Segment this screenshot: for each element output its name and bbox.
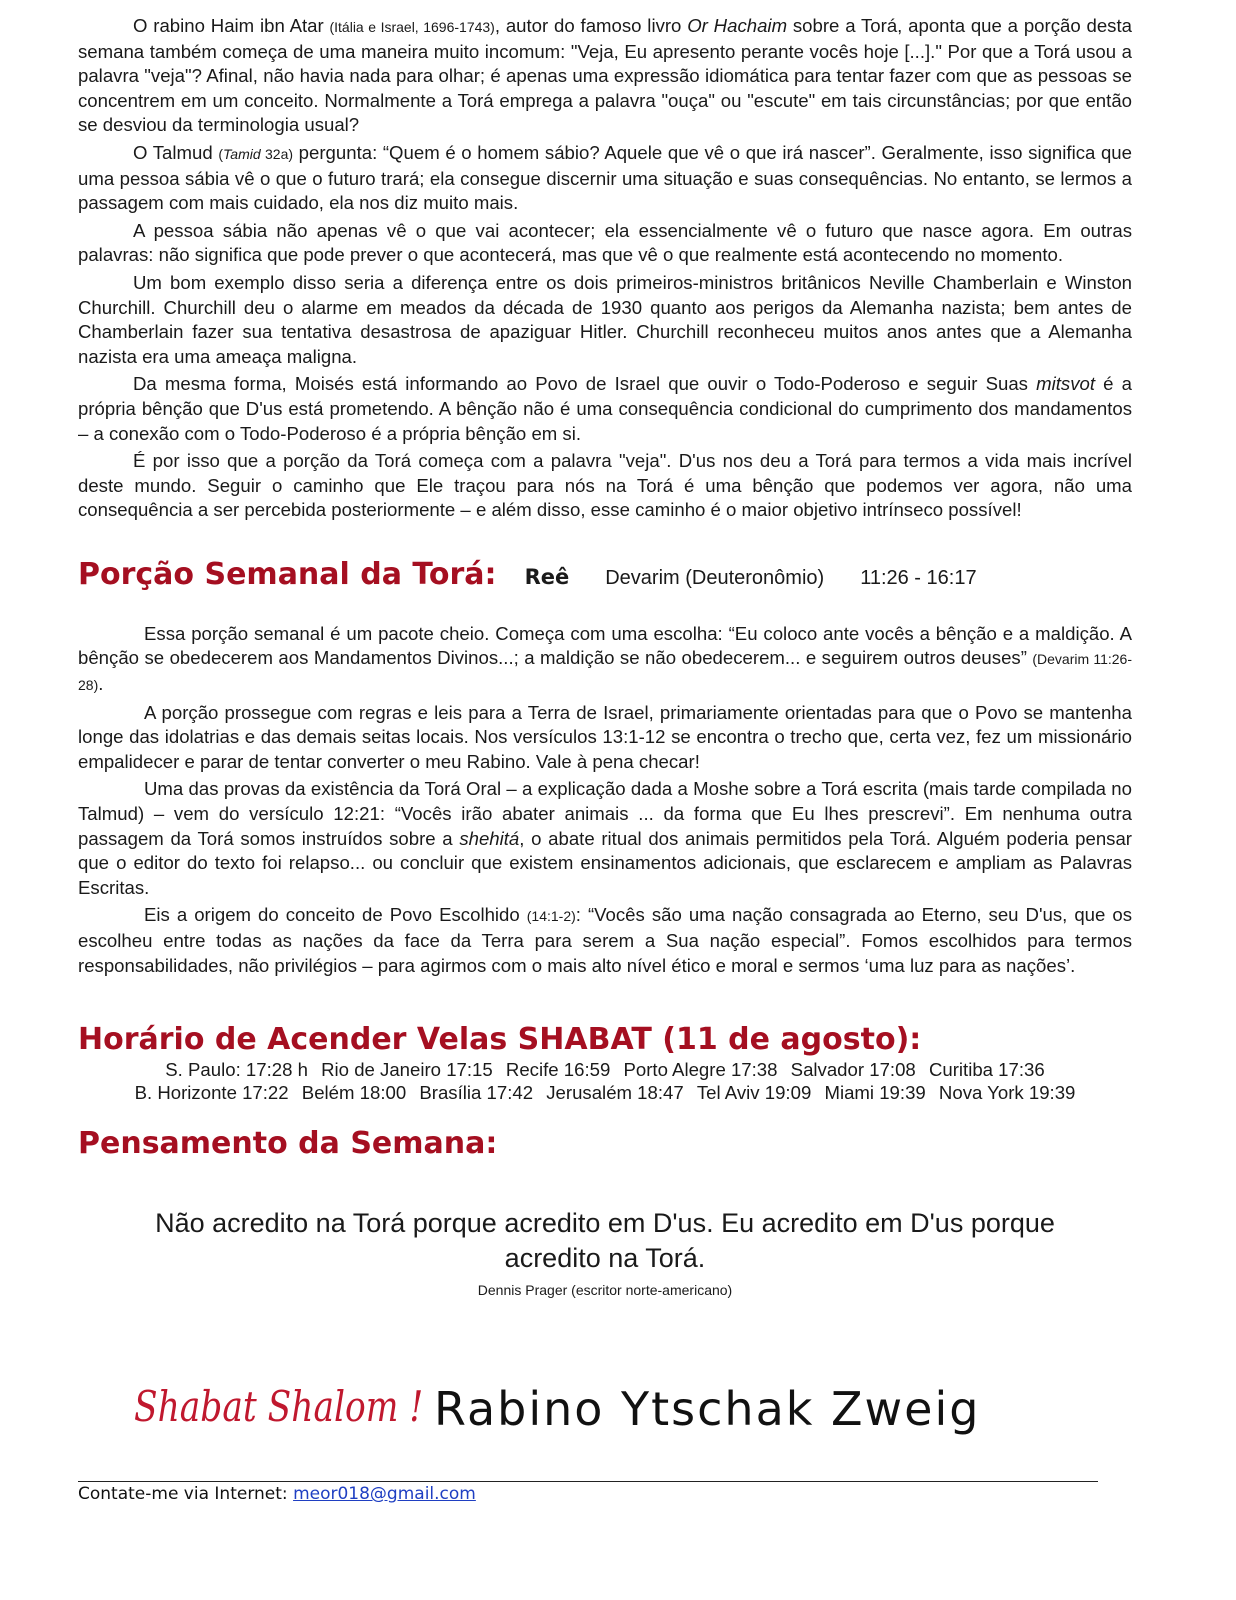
section-title: Porção Semanal da Torá: — [78, 556, 497, 592]
thought-heading: Pensamento da Semana: — [78, 1126, 498, 1162]
small-note: (Itália e Israel, 1696-1743) — [329, 19, 495, 35]
candle-times-row-1 — [78, 1058, 1132, 1081]
text-run: é a própria bênção que D'us está prometendo. A bênção não é uma consequência condicional do cumprimento dos mandamentos – a conexão com o Todo-Poderoso é a própria bênção em si. — [78, 373, 1132, 444]
email-link[interactable]: meor018@gmail.com — [293, 1484, 476, 1504]
torah-paragraph-1 — [78, 622, 1132, 698]
small-note — [218, 146, 293, 162]
city-time: Salvador 17:08 — [790, 1059, 916, 1081]
quote-author: Dennis Prager (escritor norte-americano) — [477, 1282, 733, 1299]
rabbi-signature: Rabino Ytschak Zweig — [434, 1382, 981, 1436]
torah-paragraph-4 — [78, 903, 1132, 978]
candle-times-row-2 — [78, 1081, 1132, 1104]
contact-label: Contate-me via Internet: — [78, 1484, 294, 1504]
city-time: Rio de Janeiro 17:15 — [321, 1059, 493, 1081]
city-time: Miami 19:39 — [824, 1082, 926, 1104]
small-note: (14:1-2) — [526, 908, 576, 925]
text-run: sobre a Torá, aponta que a porção desta semana também começa de uma maneira muito incomum: "Veja, Eu apresento perante vocês hoje [...]." Por que a Torá usou a palavra "veja"? Afinal, não havia nada para olhar; é apenas uma expressão idiomática para tentar fazer com que as pessoas se concentrem em um conceito. Normalmente a Torá emprega a palavra "ouça" ou "escute" em tais circunstâncias; por que então se desviou da terminologia usual? — [78, 15, 1132, 136]
signature-block — [134, 1382, 1134, 1452]
italic-term: mitsvot — [1036, 373, 1095, 395]
city-time: Brasília 17:42 — [419, 1082, 534, 1104]
intro-paragraph-4: Um bom exemplo disso seria a diferença entre os dois primeiros-ministros britânicos Neville Chamberlain e Winston Churchill. Churchill deu o alarme em meados da década de 1930 quanto aos perigos da Alemanha nazista; bem antes de Chamberlain fazer sua tentativa desastrosa de apaziguar Hitler. Churchill reconheceu muitos anos antes que a Alemanha nazista era uma ameaça maligna. — [78, 271, 1132, 367]
text-run: O Talmud — [133, 141, 219, 163]
intro-paragraph-1 — [78, 14, 1132, 138]
text-run: . — [98, 673, 104, 695]
city-time: Porto Alegre 17:38 — [623, 1059, 778, 1081]
city-time: Belém 18:00 — [301, 1082, 407, 1104]
city-time: Curitiba 17:36 — [928, 1059, 1045, 1081]
intro-paragraph-2 — [78, 141, 1132, 216]
italic-term: shehitá — [459, 827, 520, 849]
text-run: , o abate ritual dos animais permitidos pela Torá. Alguém poderia pensar que o editor do texto foi relapso... ou concluir que existem ensinamentos adicionais, que esclarecem e ampliam as Palavras Escritas. — [78, 827, 1132, 898]
city-time: Recife 16:59 — [505, 1059, 611, 1081]
reference: 32a) — [260, 145, 294, 162]
text-run: O rabino Haim ibn Atar — [133, 15, 330, 36]
text-run: Da mesma forma, Moisés está informando ao Povo de Israel que ouvir o Todo-Poderoso e seguir Suas — [133, 373, 1037, 395]
city-time: Nova York 19:39 — [938, 1082, 1076, 1104]
city-time: B. Horizonte 17:22 — [134, 1082, 289, 1104]
torah-portion-heading — [78, 557, 1132, 596]
footer-divider — [78, 1481, 1098, 1482]
candle-lighting-heading: Horário de Acender Velas SHABAT (11 de agosto): — [78, 1022, 922, 1058]
book-title: Or Hachaim — [687, 15, 788, 36]
text-run: Uma das provas da existência da Torá Oral – a explicação dada a Moshe sobre a Torá escrita (mais tarde compilada no Talmud) – vem do versículo 12:21: “Vocês irão abater animais ... da forma que Eu lhes prescrevi”. Em nenhuma outra passagem da Torá somos instruídos sobre a — [78, 778, 1132, 849]
weekly-quote: Não acredito na Torá porque acredito em D'us. Eu acredito em D'us porque acredito na Torá. — [155, 1208, 1055, 1274]
text-run: Eis a origem do conceito de Povo Escolhido — [144, 904, 527, 926]
book-name: Devarim (Deuteronômio) — [605, 566, 825, 589]
city-time: Tel Aviv 19:09 — [696, 1082, 812, 1104]
document-page — [78, 14, 1132, 1298]
text-run: pergunta: “Quem é o homem sábio? Aquele que vê o que irá nascer”. Geralmente, isso significa que uma pessoa sábia vê o que o futuro trará; ela consegue discernir uma situação e suas consequências. No entanto, se lermos a passagem com mais cuidado, ela nos diz muito mais. — [78, 141, 1132, 214]
text-run: , autor do famoso livro — [494, 15, 688, 36]
intro-paragraph-6: É por isso que a porção da Torá começa com a palavra "veja". D'us nos deu a Torá para termos a vida mais incrível deste mundo. Seguir o caminho que Ele traçou para nós na Torá é uma bênção que podemos ver agora, não uma consequência a ser percebida posteriormente – e além disso, esse caminho é o maior objetivo intrínseco possível! — [78, 450, 1132, 521]
torah-paragraph-2: A porção prossegue com regras e leis para a Terra de Israel, primariamente orientadas para que o Povo se mantenha longe das idolatrias e das demais seitas locais. Nos versículos 13:1-12 se encontra o trecho que, certa vez, fez um missionário empalidecer e parar de tentar converter o meu Rabino. Vale à pena checar! — [78, 701, 1132, 772]
text-run: Essa porção semanal é um pacote cheio. Começa com uma escolha: “Eu coloco ante vocês a bênção e a maldição. A bênção se obedecerem aos Mandamentos Divinos...; a maldição se não obedecerem... e seguirem outros deuses” — [78, 622, 1132, 669]
small-note: (Devarim 11:26-28) — [78, 651, 1133, 694]
contact-footer — [78, 1484, 476, 1504]
text-run: : “Vocês são uma nação consagrada ao Eterno, seu D'us, que os escolheu entre todas as nações da face da Terra para serem a Sua nação especial”. Fomos escolhidos para termos responsabilidades, não privilégios – para agirmos com o mais alto nível ético e moral e sermos ‘uma luz para as nações’. — [78, 904, 1132, 976]
city-time: Jerusalém 18:47 — [546, 1082, 684, 1104]
intro-paragraph-3: A pessoa sábia não apenas vê o que vai acontecer; ela essencialmente vê o futuro que nasce agora. Em outras palavras: não significa que pode prever o que acontecerá, mas que vê o que realmente está acontecendo no momento. — [78, 219, 1132, 266]
paren: ( — [218, 145, 224, 162]
intro-paragraph-5 — [78, 372, 1132, 446]
city-time: S. Paulo: 17:28 h — [165, 1059, 308, 1081]
torah-paragraph-3 — [78, 777, 1132, 900]
shabat-shalom-signature: Shabat Shalom ! — [134, 1382, 424, 1431]
verse-range: 11:26 - 16:17 — [860, 566, 977, 589]
parsha-name: Reê — [524, 564, 570, 589]
tractate-name: Tamid — [223, 145, 261, 162]
